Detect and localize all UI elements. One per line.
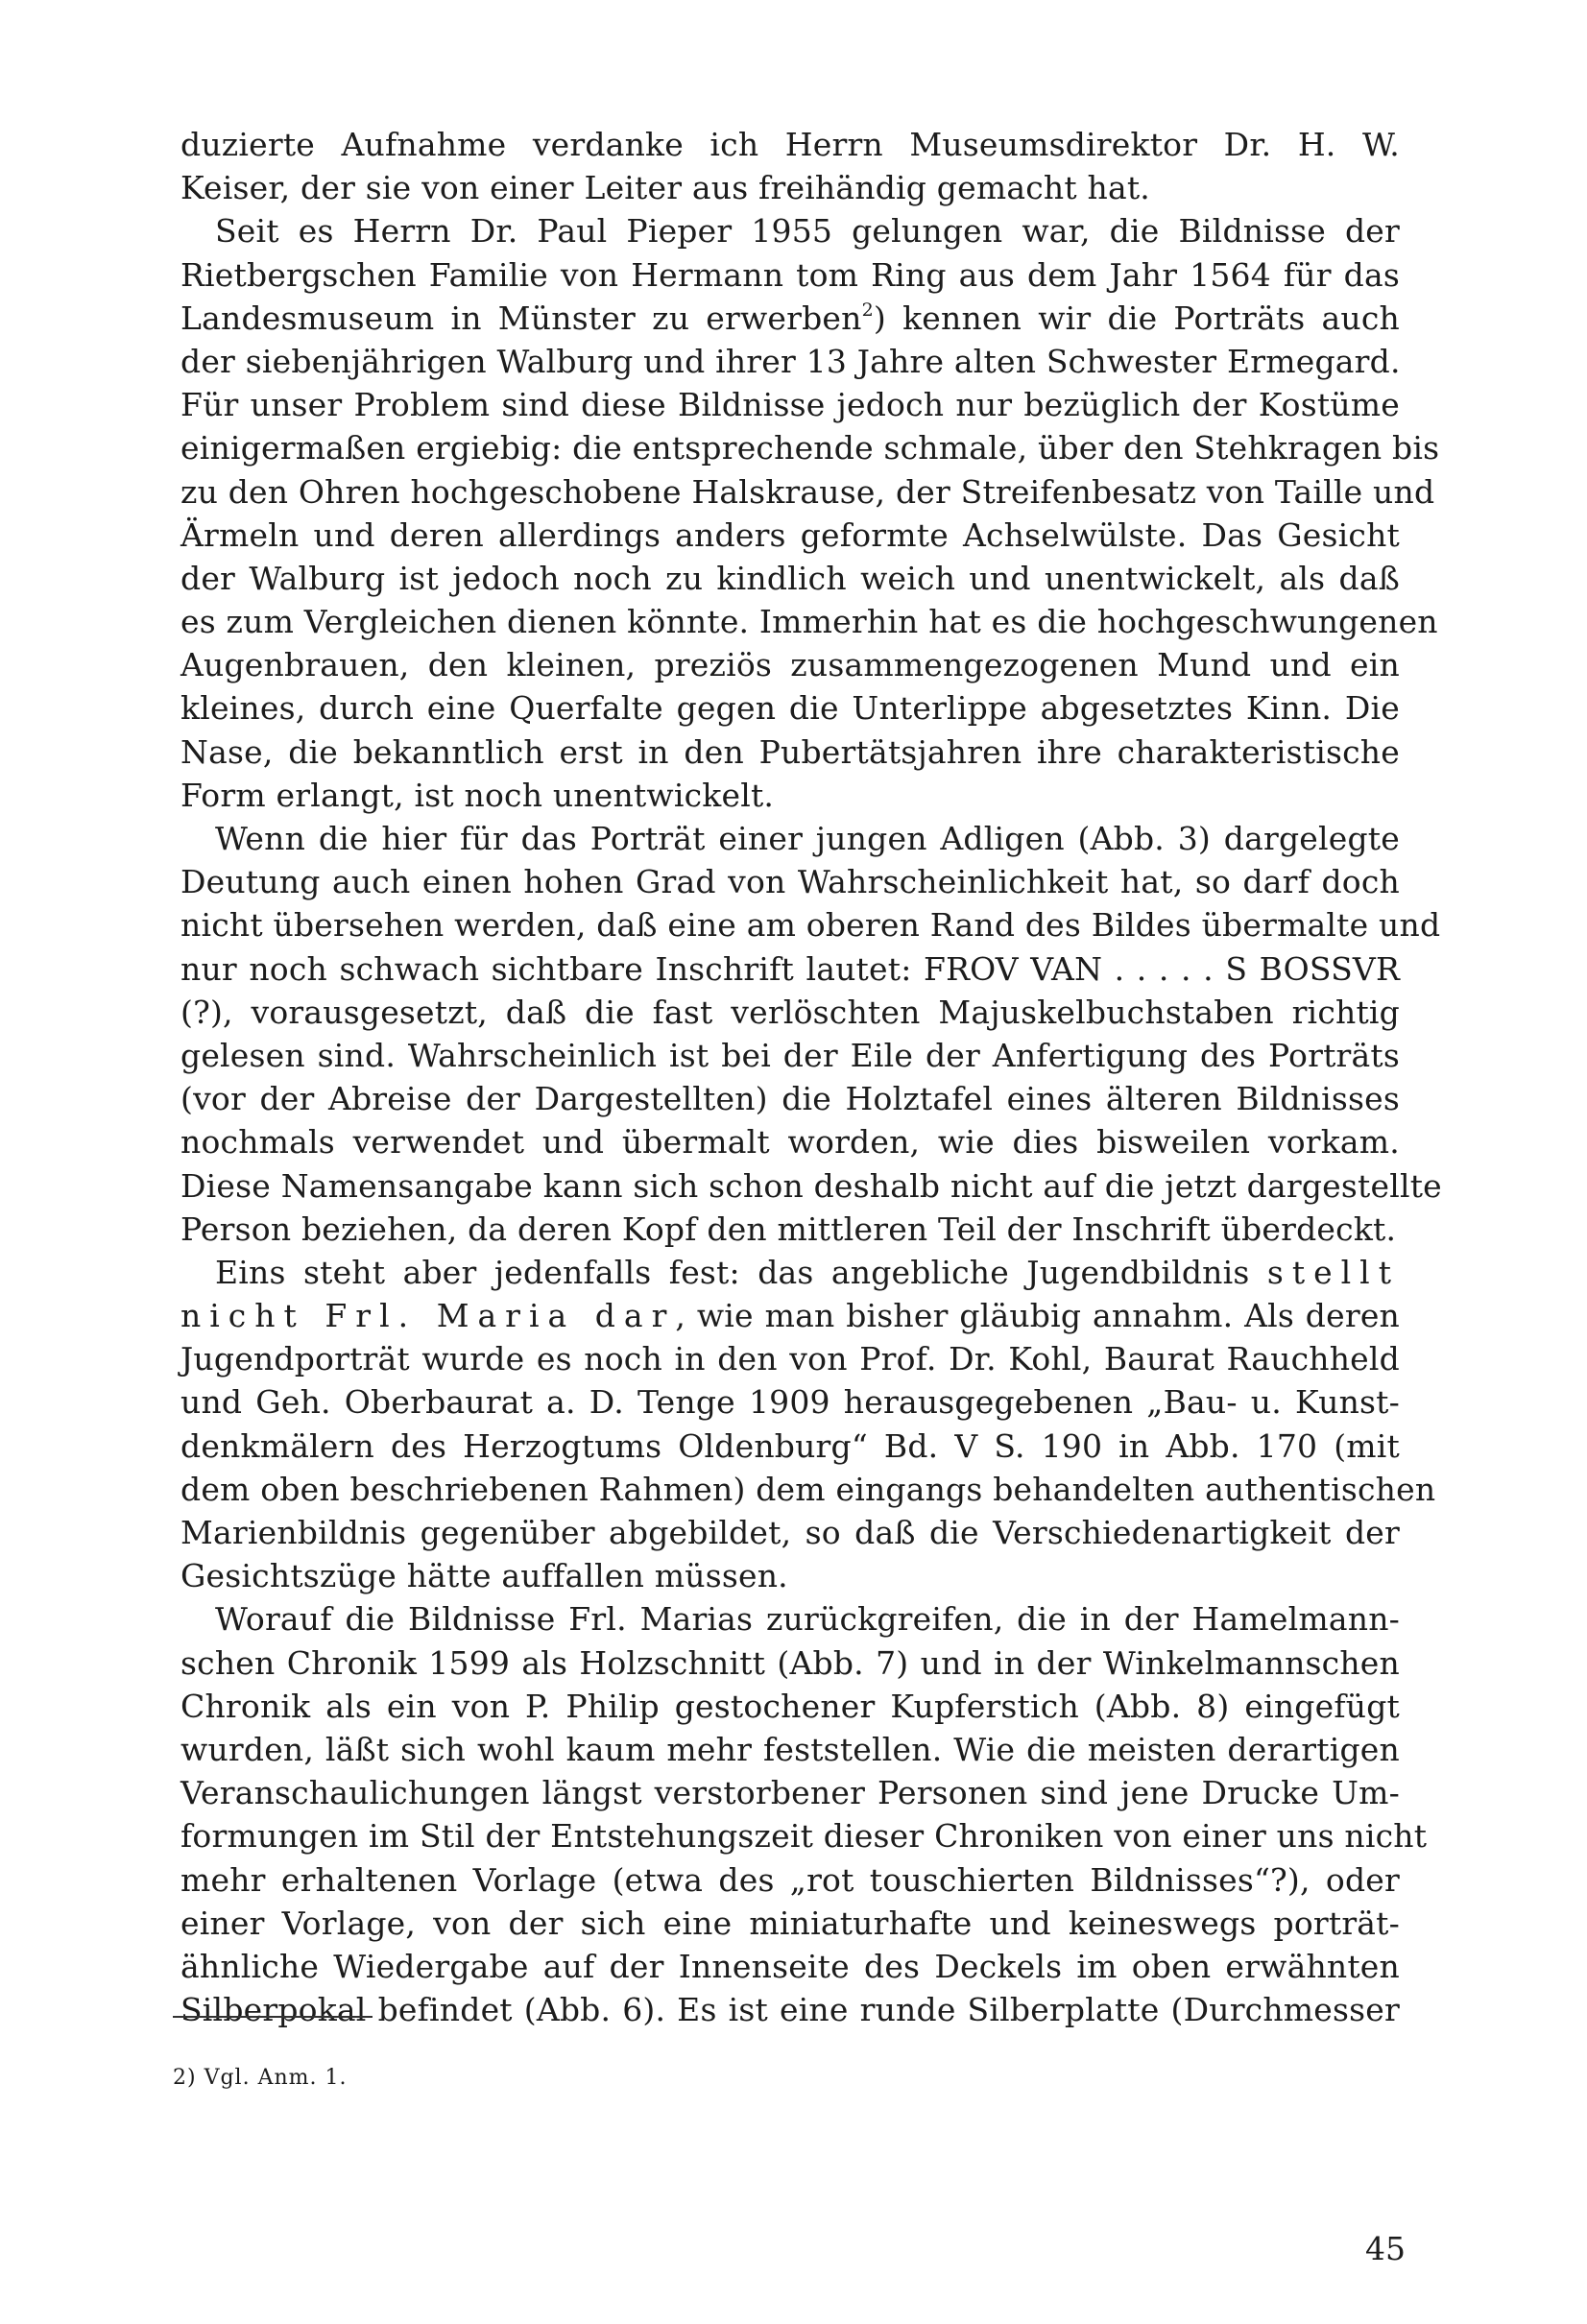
- text-line: zu den Ohren hochgeschobene Halskrause, der Streifenbesatz von Taille und: [180, 472, 1435, 511]
- text-line: ähnliche Wiedergabe auf der Innenseite des Deckels im oben erwähnten: [180, 1947, 1400, 1985]
- text-line: Jugendporträt wurde es noch in den von Prof. Dr. Kohl, Baurat Rauchheld: [180, 1340, 1400, 1378]
- text-line: Form erlangt, ist noch unentwickelt.: [180, 776, 775, 814]
- text-line: denkmälern des Herzogtums Oldenburg“ Bd. V S. 190 in Abb. 170 (mit: [180, 1426, 1400, 1465]
- text-line: Chronik als ein von P. Philip gestochener Kupferstich (Abb. 8) eingefügt: [180, 1687, 1400, 1725]
- text-line: duzierte Aufnahme verdanke ich Herrn Museumsdirektor Dr. H. W.: [180, 126, 1400, 163]
- text-line: der Walburg ist jedoch noch zu kindlich weich und unentwickelt, als daß: [180, 559, 1400, 597]
- text-line: Nase, die bekanntlich erst in den Pubertätsjahren ihre charakteristische: [180, 732, 1400, 771]
- text-line: nur noch schwach sichtbare Inschrift lautet: FROV VAN . . . . . S BOSSVR: [180, 949, 1400, 988]
- text-segment: ) kennen wir die Porträts auch: [873, 299, 1400, 337]
- text-line: nochmals verwendet und übermalt worden, wie dies bisweilen vorkam.: [180, 1123, 1400, 1162]
- emphasized-text: stellt: [1266, 1253, 1400, 1291]
- text-line: [180, 297, 1400, 340]
- text-line: gelesen sind. Wahrscheinlich ist bei der Eile der Anfertigung des Porträts: [180, 1036, 1400, 1074]
- text-line: dem oben beschriebenen Rahmen) dem eingangs behandelten authentischen: [180, 1470, 1436, 1508]
- footnote-divider: [173, 2016, 373, 2018]
- text-line: (?), vorausgesetzt, daß die fast verlöschten Majuskelbuchstaben richtig: [180, 993, 1400, 1031]
- text-segment: Landesmuseum in Münster zu erwerben: [180, 299, 862, 337]
- text-line: Deutung auch einen hohen Grad von Wahrscheinlichkeit hat, so darf doch: [180, 863, 1400, 901]
- emphasized-text: nicht Frl. Maria dar: [180, 1297, 676, 1335]
- text-line: schen Chronik 1599 als Holzschnitt (Abb. 7) und in der Winkelmannschen: [180, 1643, 1400, 1682]
- text-line: einigermaßen ergiebig: die entsprechende schmale, über den Stehkragen bis: [180, 429, 1440, 467]
- footnote-reference: 2: [861, 299, 874, 321]
- text-line: [180, 1294, 1400, 1337]
- text-line: Veranschaulichungen längst verstorbener Personen sind jene Drucke Um-: [180, 1774, 1400, 1812]
- text-line: Gesichtszüge hätte auffallen müssen.: [180, 1557, 788, 1595]
- text-line: Marienbildnis gegenüber abgebildet, so daß die Verschiedenartigkeit der: [180, 1514, 1400, 1551]
- body-text: [180, 123, 1442, 2031]
- text-line: kleines, durch eine Querfalte gegen die Unterlippe abgesetztes Kinn. Die: [180, 689, 1400, 728]
- text-line: (vor der Abreise der Dargestellten) die Holztafel eines älteren Bildnisses: [180, 1080, 1400, 1118]
- footnote: 2) Vgl. Anm. 1.: [173, 2066, 348, 2090]
- text-line: Rietbergschen Familie von Hermann tom Ring aus dem Jahr 1564 für das: [180, 255, 1400, 294]
- text-line: und Geh. Oberbaurat a. D. Tenge 1909 herausgegebenen „Bau- u. Kunst-: [180, 1383, 1400, 1422]
- text-line: Für unser Problem sind diese Bildnisse jedoch nur bezüglich der Kostüme: [180, 386, 1400, 424]
- text-line: wurden, läßt sich wohl kaum mehr feststellen. Wie die meisten derartigen: [180, 1730, 1400, 1768]
- text-line: Wenn die hier für das Porträt einer jungen Adligen (Abb. 3) dargelegte: [215, 820, 1400, 857]
- text-line: einer Vorlage, von der sich eine miniaturhafte und keineswegs porträt-: [180, 1904, 1400, 1942]
- text-line: Augenbrauen, den kleinen, preziös zusammengezogenen Mund und ein: [180, 646, 1400, 684]
- text-line: Ärmeln und deren allerdings anders geformte Achselwülste. Das Gesicht: [180, 515, 1400, 554]
- text-line: formungen im Stil der Entstehungszeit dieser Chroniken von einer uns nicht: [180, 1817, 1428, 1856]
- text-line: es zum Vergleichen dienen könnte. Immerhin hat es die hochgeschwungenen: [180, 603, 1438, 641]
- page-number: 45: [1365, 2230, 1406, 2267]
- text-line: Diese Namensangabe kann sich schon deshalb nicht auf die jetzt dargestellte: [180, 1166, 1442, 1205]
- text-segment: Eins steht aber jedenfalls fest: das angebliche Jugendbildnis: [215, 1253, 1250, 1291]
- text-line: Person beziehen, da deren Kopf den mittleren Teil der Inschrift überdeckt.: [180, 1210, 1397, 1248]
- text-line: Worauf die Bildnisse Frl. Marias zurückgreifen, die in der Hamelmann-: [215, 1600, 1400, 1639]
- text-line: nicht übersehen werden, daß eine am oberen Rand des Bildes übermalte und: [180, 906, 1441, 945]
- text-line: Seit es Herrn Dr. Paul Pieper 1955 gelungen war, die Bildnisse der: [215, 212, 1400, 251]
- text-line: mehr erhaltenen Vorlage (etwa des „rot touschierten Bildnisses“?), oder: [180, 1860, 1400, 1899]
- text-line: [180, 1251, 1400, 1294]
- text-segment: , wie man bisher gläubig annahm. Als deren: [675, 1297, 1400, 1335]
- text-line: Keiser, der sie von einer Leiter aus freihändig gemacht hat.: [180, 169, 1150, 207]
- text-line: Silberpokal befindet (Abb. 6). Es ist eine runde Silberplatte (Durchmesser: [180, 1991, 1400, 2029]
- text-line: der siebenjährigen Walburg und ihrer 13 Jahre alten Schwester Ermegard.: [180, 342, 1401, 380]
